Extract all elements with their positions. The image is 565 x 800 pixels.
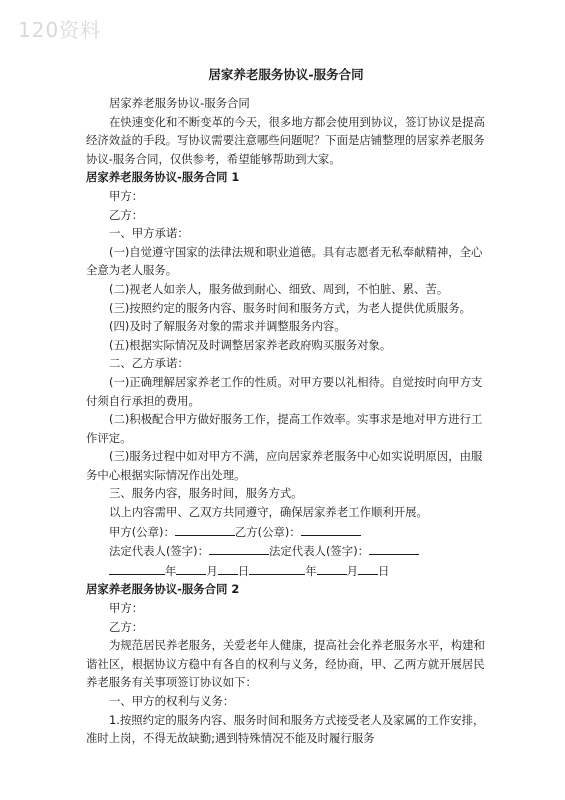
day-b-label: 日	[378, 563, 390, 578]
contract1-heading: 居家养老服务协议-服务合同 1	[86, 170, 240, 185]
day-a-label: 日	[237, 563, 250, 578]
contract2-party-a: 甲方：	[109, 601, 144, 616]
contract2-rights-title: 一、甲方的权利与义务：	[109, 694, 235, 708]
contract1-seal-line	[86, 522, 486, 542]
rep-b-label: 法定代表人(签字)：	[269, 544, 370, 559]
contract2-item-1: 1.按照约定的服务内容、服务时间和服务方式接受老人及家属的工作安排，准时上岗，不得无故缺勤;遇到特殊情况不能及时履行服务	[86, 712, 485, 746]
year-a-blank	[109, 561, 165, 575]
year-b-blank	[249, 561, 305, 575]
month-a-blank	[176, 561, 206, 575]
contract1-a-item: (三)按照约定的服务内容、服务时间和服务方式，为老人提供优质服务。	[109, 300, 471, 315]
year-a-label: 年	[165, 563, 177, 578]
watermark: 120资料	[18, 18, 102, 42]
contract1-rep-line	[86, 541, 486, 561]
day-b-blank	[358, 561, 378, 575]
month-b-label: 月	[346, 563, 359, 578]
seal-b-label: 乙方(公章)：	[234, 524, 301, 539]
rep-a-label: 法定代表人(签字)：	[109, 544, 210, 559]
rep-a-blank	[209, 541, 269, 555]
contract1-party-a: 甲方：	[109, 188, 144, 203]
rep-b-blank	[369, 541, 419, 555]
contract1-a-item: (四)及时了解服务对象的需求并调整服务内容。	[109, 319, 346, 334]
contract1-a-item: (五)根据实际情况及时调整居家养老政府购买服务对象。	[109, 337, 392, 352]
seal-a-blank	[175, 522, 235, 536]
day-a-blank	[218, 561, 238, 575]
contract1-a-item: (二)视老人如亲人，服务做到耐心、细致、周到，不怕脏、累、苦。	[109, 281, 449, 296]
seal-a-label: 甲方(公章)：	[109, 524, 175, 539]
contract1-date-line	[86, 561, 486, 581]
contract1-party-b: 乙方：	[109, 207, 144, 222]
contract1-a-item: (一)自觉遵守国家的法律法规和职业道德。具有志愿者无私奉献精神，全心全意为老人服务。	[86, 244, 483, 278]
contract1-a-promise-title: 一、甲方承诺：	[109, 226, 189, 241]
contract1-b-item: (三)服务过程中如对甲方不满，应向居家养老服务中心如实说明原因，由服务中心根据实际情况作出处理。	[86, 449, 483, 482]
month-a-label: 月	[206, 563, 218, 578]
contract2-paragraph: 为规范居民养老服务，关爱老年人健康，提高社会化养老服务水平，构建和谐社区，根据协议方稳中有各自的权利与义务，经协商，甲、乙两方就开展居民养老服务有关事项签订协议如下：	[86, 638, 485, 690]
contract1-service-title: 三、服务内容，服务时间，服务方式。	[109, 486, 303, 501]
contract2-party-b: 乙方：	[109, 619, 144, 634]
seal-b-blank	[301, 522, 361, 536]
contract1-b-item: (二)积极配合甲方做好服务工作，提高工作效率。实事求是地对甲方进行工作评定。	[86, 412, 483, 445]
intro-subtitle: 居家养老服务协议-服务合同	[109, 96, 250, 110]
document-title: 居家养老服务协议-服务合同	[208, 67, 364, 82]
contract1-closing: 以上内容需甲、乙双方共同遵守，确保居家养老工作顺利开展。	[109, 505, 428, 520]
intro-paragraph: 在快速变化和不断变革的今天，很多地方都会使用到协议，签订协议是提高经济效益的手段。写协议需要注意哪些问题呢？下面是店铺整理的居家养老服务协议-服务合同，仅供参考，希望能够帮助到大家。	[86, 114, 485, 166]
contract1-b-promise-title: 二、乙方承诺：	[109, 356, 189, 371]
contract1-b-item: (一)正确理解居家养老工作的性质。对甲方要以礼相待。自觉按时向甲方支付须自行承担的费用。	[86, 374, 483, 408]
year-b-label: 年	[305, 563, 317, 578]
contract2-heading: 居家养老服务协议-服务合同 2	[86, 582, 240, 597]
document-body	[86, 66, 486, 748]
month-b-blank	[317, 561, 347, 575]
